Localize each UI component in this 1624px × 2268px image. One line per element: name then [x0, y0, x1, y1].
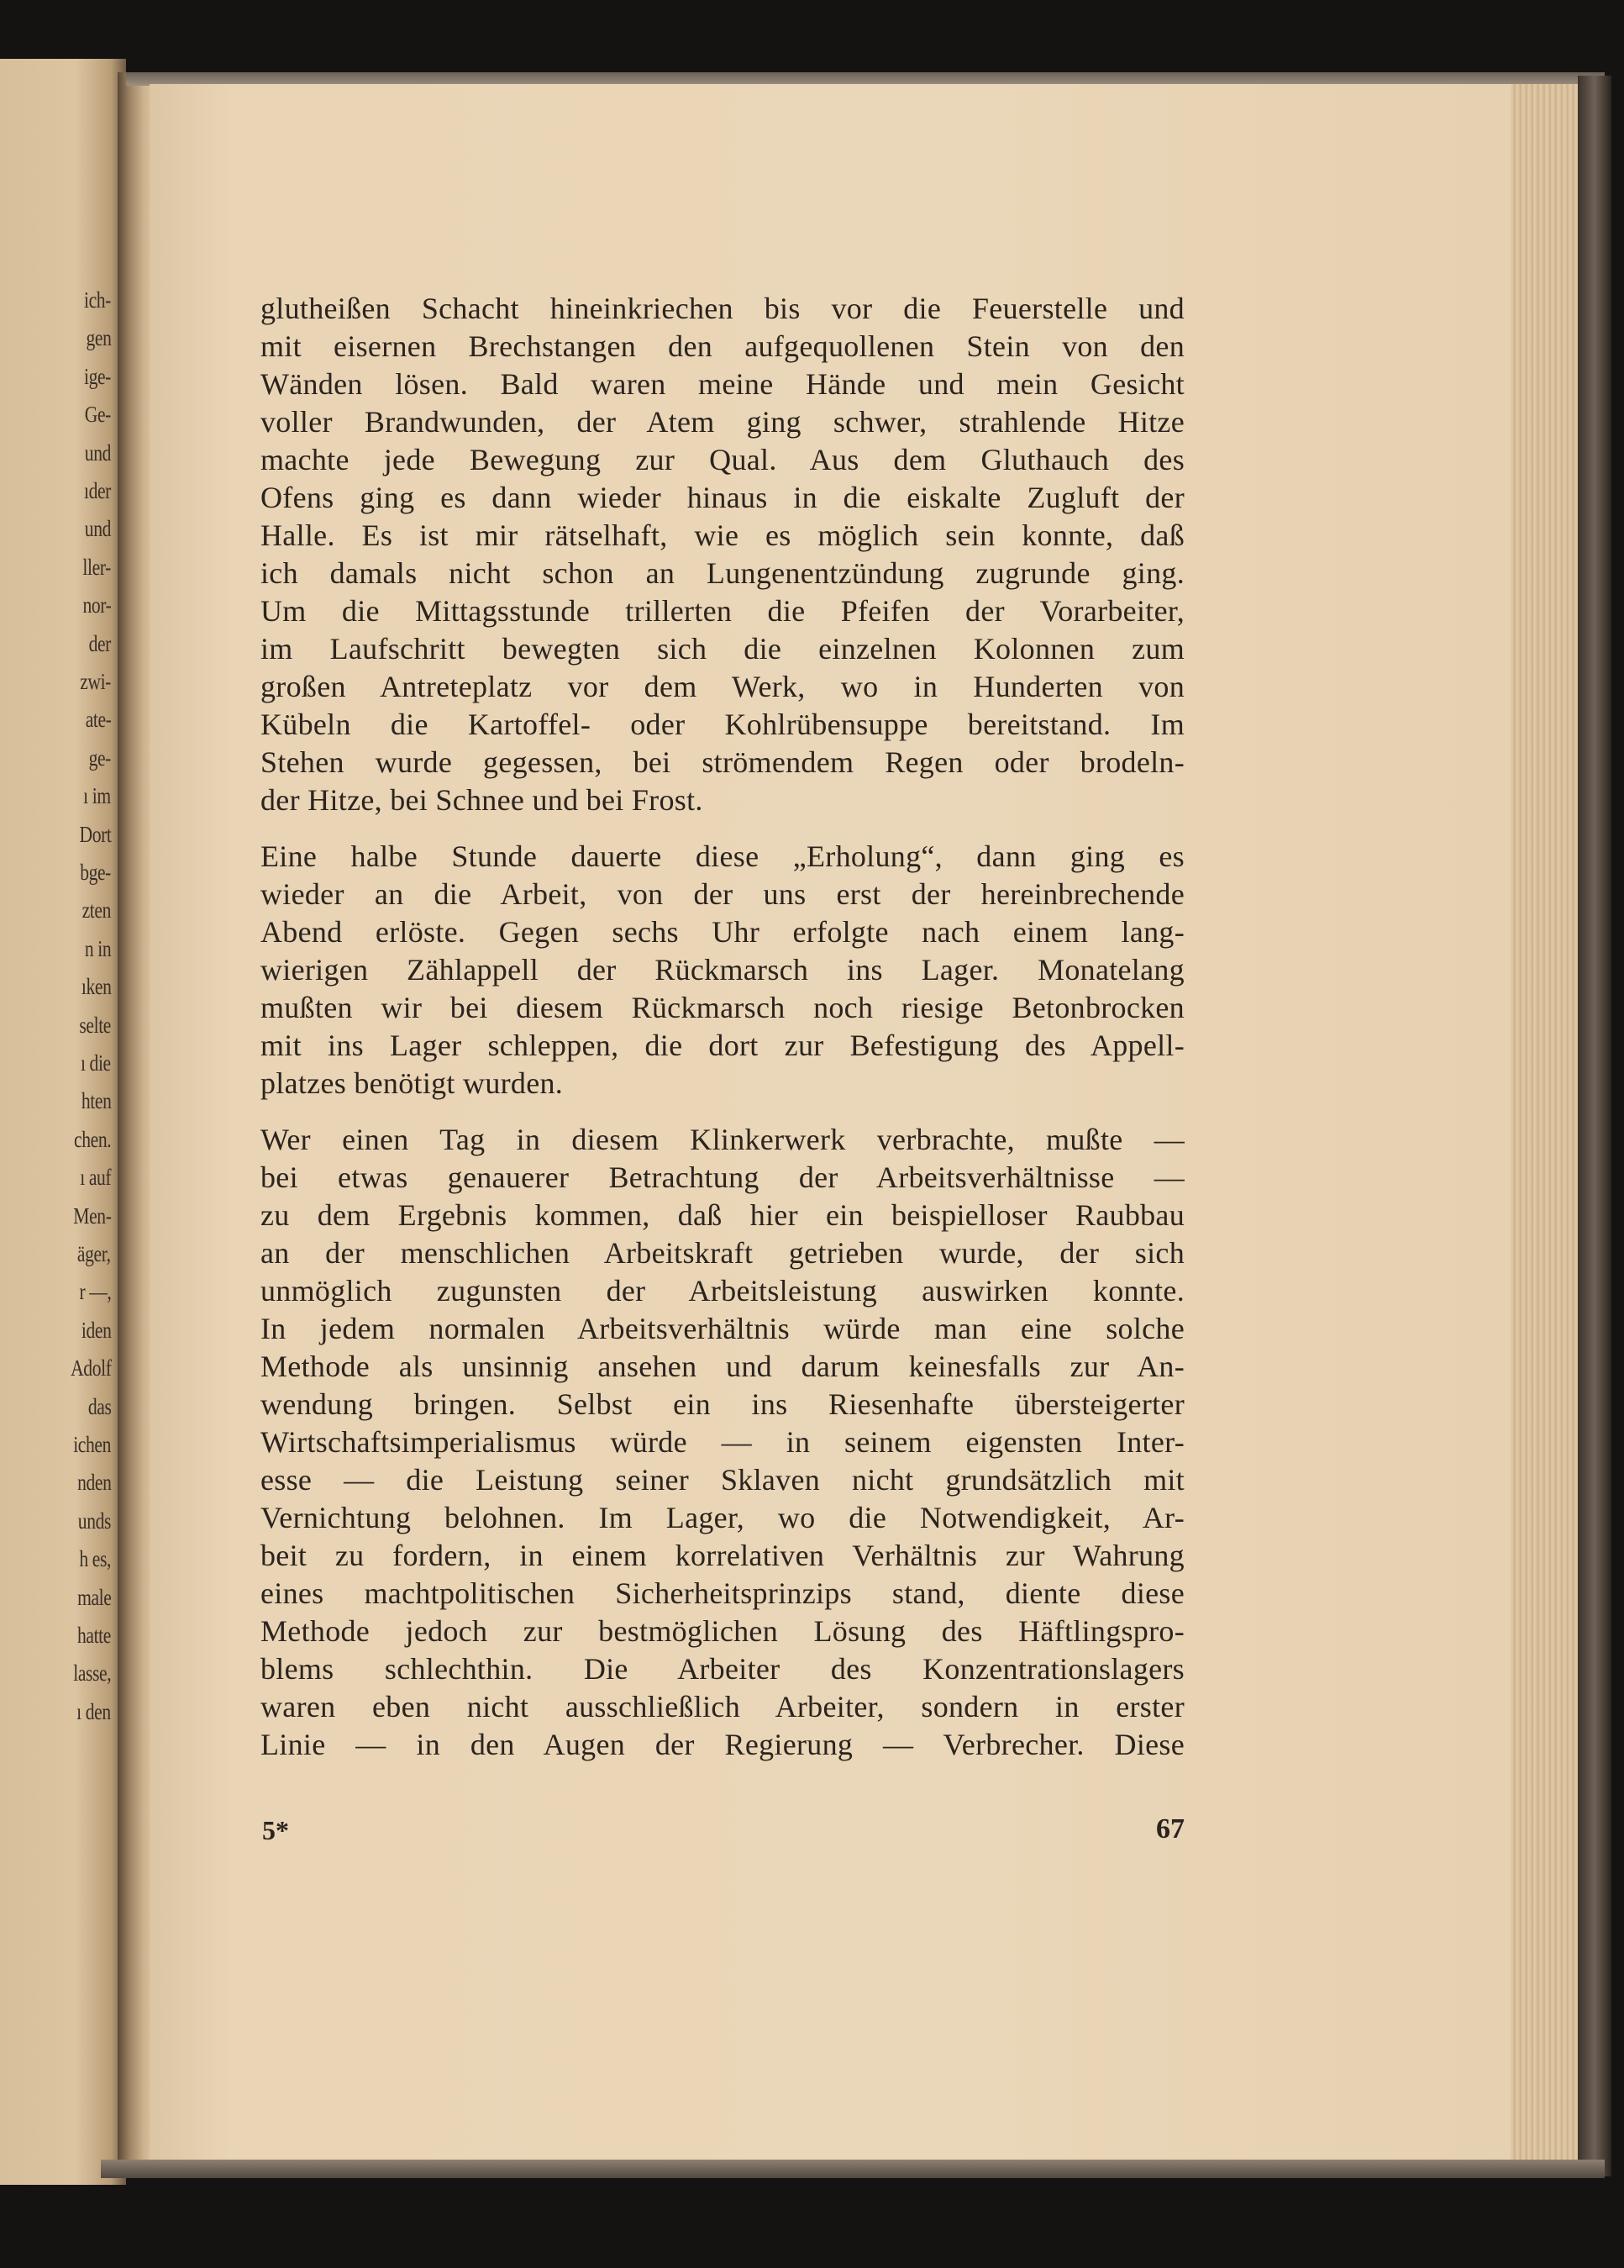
left-page-line-fragment: Adolf [70, 1355, 111, 1381]
left-page-line-fragment: male [76, 1584, 111, 1610]
text-line: wieder an die Arbeit, von der uns erst der hereinbrechende [260, 877, 1185, 911]
left-page-line-fragment: ıder [84, 478, 111, 503]
text-line: wendung bringen. Selbst ein ins Riesenhafte übersteigerter [260, 1387, 1185, 1421]
text-line: glutheißen Schacht hineinkriechen bis vor die Feuerstelle und [260, 292, 1185, 325]
text-line: esse — die Leistung seiner Sklaven nicht grundsätzlich mit [260, 1463, 1185, 1497]
text-line: blems schlechthin. Die Arbeiter des Konzentrationslagers [260, 1652, 1185, 1686]
bottom-page-edge [101, 2160, 1605, 2178]
left-page-line-fragment: und [84, 439, 111, 466]
left-page-line-fragment: ı die [81, 1050, 111, 1076]
left-page-line-fragment: ichen [73, 1432, 111, 1457]
text-line: Kübeln die Kartoffel- oder Kohlrübensuppe bereitstand. Im [260, 708, 1185, 741]
left-page-line-fragment: ich- [84, 287, 111, 313]
text-line: Stehen wurde gegessen, bei strömendem Regen oder brodeln- [260, 745, 1185, 779]
left-page-line-fragment: unds [77, 1508, 111, 1534]
left-page-line-fragment: r —, [79, 1279, 111, 1305]
left-page-line-fragment: Men- [72, 1202, 111, 1229]
page-edge-stack [1511, 84, 1578, 2168]
left-page-line-fragment: ı den [76, 1698, 111, 1724]
text-line: unmöglich zugunsten der Arbeitsleistung auswirken konnte. [260, 1274, 1185, 1308]
book-cover-edge [1578, 76, 1611, 2176]
text-line: waren eben nicht ausschließlich Arbeiter, sondern in erster [260, 1690, 1185, 1723]
left-page-line-fragment: nden [76, 1470, 111, 1496]
left-page-line-fragment: ller- [82, 554, 111, 580]
left-page-line-fragment: Dort [79, 821, 111, 847]
text-line: machte jede Bewegung zur Qual. Aus dem Gluthauch des [260, 443, 1185, 476]
left-page-line-fragment: der [88, 630, 111, 656]
left-page-line-fragment: selte [79, 1012, 111, 1038]
text-line: Ofens ging es dann wieder hinaus in die eiskalte Zugluft der [260, 481, 1185, 514]
text-line: wierigen Zählappell der Rückmarsch ins Lager. Monatelang [260, 953, 1185, 987]
text-line: der Hitze, bei Schnee und bei Frost. [260, 783, 703, 817]
page-number: 67 [1156, 1813, 1185, 1844]
text-line: zu dem Ergebnis kommen, daß hier ein beispielloser Raubbau [260, 1198, 1185, 1232]
text-line: voller Brandwunden, der Atem ging schwer, strahlende Hitze [260, 405, 1185, 439]
text-line: Halle. Es ist mir rätselhaft, wie es möglich sein konnte, daß [260, 518, 1185, 552]
text-line: Um die Mittagsstunde trillerten die Pfeifen der Vorarbeiter, [260, 594, 1185, 628]
left-page-line-fragment: chen. [73, 1126, 111, 1152]
left-page-line-fragment: ı auf [80, 1165, 111, 1191]
text-line: beit zu fordern, in einem korrelativen Verhältnis zur Wahrung [260, 1539, 1185, 1572]
left-page-line-fragment: hten [81, 1088, 111, 1114]
printer-signature-mark: 5* [262, 1815, 289, 1845]
paragraph [260, 1121, 1185, 1764]
text-line: bei etwas genauerer Betrachtung der Arbeitsverhältnisse — [260, 1160, 1185, 1194]
left-page-line-fragment: nor- [82, 592, 111, 618]
text-line: In jedem normalen Arbeitsverhältnis würde man eine solche [260, 1312, 1185, 1345]
left-page-line-fragment: ige- [84, 363, 111, 389]
book-gutter [118, 72, 153, 2173]
paragraph [260, 838, 1185, 1102]
left-page-line-fragment: ıken [81, 974, 111, 1000]
left-page-line-fragment: ı im [83, 783, 111, 809]
text-line: Methode jedoch zur bestmöglichen Lösung des Häftlingspro- [260, 1614, 1185, 1648]
text-line: Methode als unsinnig ansehen und darum keinesfalls zur An- [260, 1350, 1185, 1383]
left-page-line-fragment: hatte [77, 1623, 111, 1648]
text-line: platzes benötigt wurden. [260, 1066, 564, 1100]
text-line: an der menschlichen Arbeitskraft getrieben wurde, der sich [260, 1236, 1185, 1270]
text-line: im Laufschritt bewegten sich die einzelnen Kolonnen zum [260, 632, 1185, 666]
text-line: Abend erlöste. Gegen sechs Uhr erfolgte nach einem lang- [260, 915, 1185, 949]
left-page-line-fragment: das [87, 1393, 111, 1419]
left-page-line-fragment: ate- [85, 707, 111, 733]
text-line: großen Antreteplatz vor dem Werk, wo in Hunderten von [260, 670, 1185, 703]
text-line: Linie — in den Augen der Regierung — Verbrecher. Diese [260, 1728, 1185, 1761]
left-page-line-fragment: bge- [80, 860, 111, 885]
text-line: Vernichtung belohnen. Im Lager, wo die Notwendigkeit, Ar- [260, 1501, 1185, 1534]
left-page-line-fragment: lasse, [73, 1660, 111, 1687]
text-line: Wänden lösen. Bald waren meine Hände und mein Gesicht [260, 367, 1185, 401]
text-line: eines machtpolitischen Sicherheitsprinzips stand, diente diese [260, 1576, 1185, 1610]
text-line: ich damals nicht schon an Lungenentzündung zugrunde ging. [260, 556, 1185, 590]
body-text [260, 290, 1185, 1764]
left-page-line-fragment: n in [84, 935, 111, 961]
text-line: Wirtschaftsimperialismus würde — in seinem eigensten Inter- [260, 1425, 1185, 1459]
left-page-line-fragment: gen [86, 325, 111, 351]
text-line: mit eisernen Brechstangen den aufgequollenen Stein von den [260, 329, 1185, 363]
paragraph [260, 290, 1185, 819]
left-page-line-fragment: h es, [79, 1546, 111, 1572]
left-page-line-fragment: ge- [88, 745, 111, 771]
text-line: mußten wir bei diesem Rückmarsch noch riesige Betonbrocken [260, 991, 1185, 1024]
text-line: Wer einen Tag in diesem Klinkerwerk verbrachte, mußte — [260, 1123, 1185, 1156]
left-page-line-fragment: und [84, 516, 111, 542]
text-line: Eine halbe Stunde dauerte diese „Erholung“, dann ging es [260, 839, 1185, 873]
left-page-line-fragment: zwi- [80, 669, 111, 694]
left-page-line-fragment: äger, [77, 1241, 111, 1266]
left-page-line-fragment: zten [81, 897, 111, 924]
text-line: mit ins Lager schleppen, die dort zur Befestigung des Appell- [260, 1029, 1185, 1062]
left-facing-page [0, 59, 126, 2185]
left-page-line-fragment: iden [81, 1317, 111, 1343]
left-page-line-fragment: Ge- [84, 402, 111, 428]
